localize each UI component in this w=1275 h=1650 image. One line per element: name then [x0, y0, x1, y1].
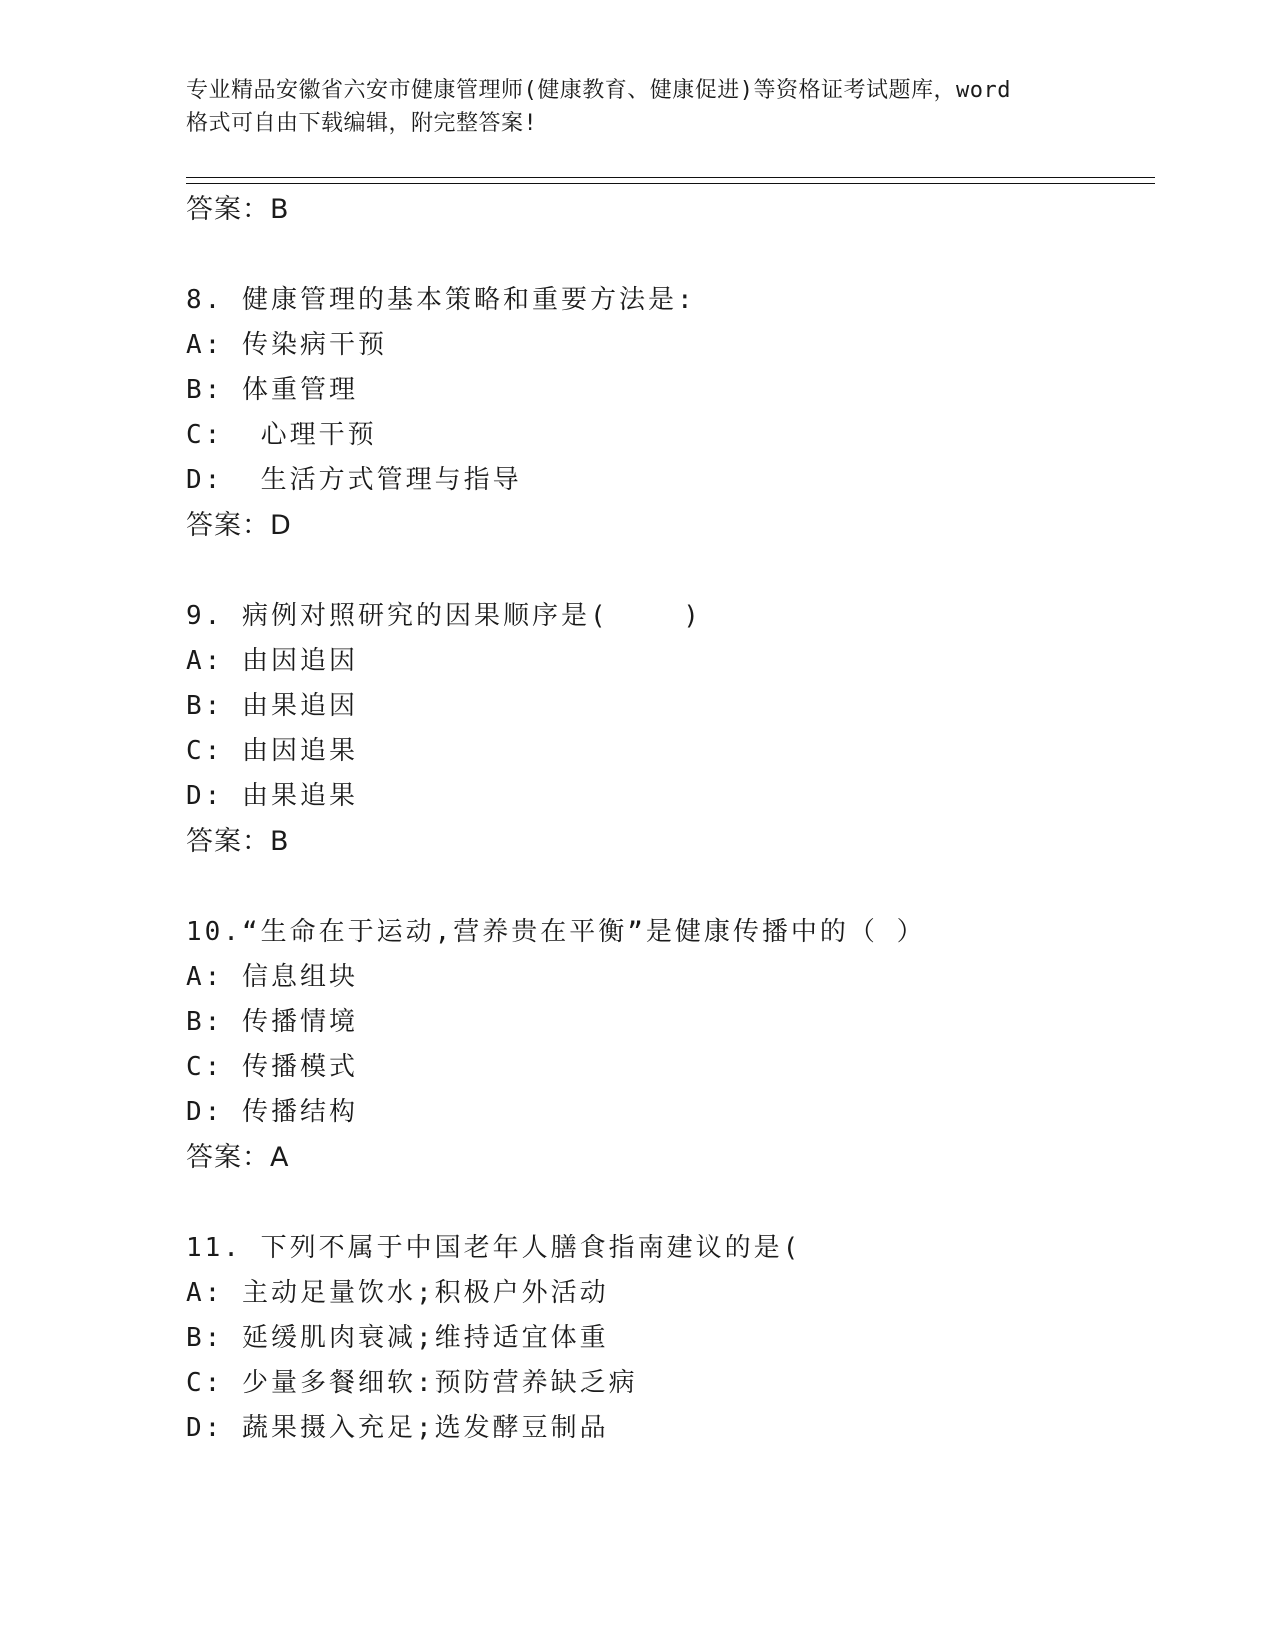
- answer-line: 答案：A: [186, 1142, 290, 1173]
- option-c: C: 少量多餐细软:预防营养缺乏病: [186, 1368, 638, 1398]
- option-a: A: 主动足量饮水;积极户外活动: [186, 1278, 609, 1308]
- spacer: [186, 232, 1146, 278]
- header-intro-line-2: 格式可自由下载编辑，附完整答案!: [186, 111, 538, 136]
- header-intro-line-1: 专业精品安徽省六安市健康管理师(健康教育、健康促进)等资格证考试题库，word: [186, 78, 1011, 103]
- option-d: D: 蔬果摄入充足;选发酵豆制品: [186, 1413, 609, 1443]
- question-list: [186, 187, 1146, 1451]
- header-divider-top: [186, 177, 1155, 178]
- option-d: D: 生活方式管理与指导: [186, 465, 522, 495]
- option-d: D: 传播结构: [186, 1097, 358, 1127]
- option-a: A: 由因追因: [186, 646, 358, 676]
- option-c: C: 心理干预: [186, 420, 377, 450]
- option-b: B: 延缓肌肉衰减;维持适宜体重: [186, 1323, 609, 1353]
- spacer: [186, 864, 1146, 910]
- option-a: A: 信息组块: [186, 962, 358, 992]
- question-block: [186, 910, 1146, 1226]
- question-text: 10.“生命在于运动,营养贵在平衡”是健康传播中的（ ）: [186, 917, 926, 947]
- question-text: 8. 健康管理的基本策略和重要方法是:: [186, 285, 696, 315]
- answer-line: 答案：B: [186, 826, 290, 857]
- question-text: 9. 病例对照研究的因果顺序是( ): [186, 601, 702, 631]
- option-a: A: 传染病干预: [186, 330, 387, 360]
- spacer: [186, 1180, 1146, 1226]
- document-header: [186, 74, 1106, 140]
- option-c: C: 由因追果: [186, 736, 358, 766]
- spacer: [186, 548, 1146, 594]
- option-d: D: 由果追果: [186, 781, 358, 811]
- answer-line: 答案：D: [186, 510, 292, 541]
- option-b: B: 传播情境: [186, 1007, 358, 1037]
- question-block: [186, 594, 1146, 910]
- option-c: C: 传播模式: [186, 1052, 358, 1082]
- question-text: 11. 下列不属于中国老年人膳食指南建议的是(: [186, 1233, 802, 1263]
- question-block: [186, 278, 1146, 594]
- header-divider-bottom: [186, 183, 1155, 184]
- option-b: B: 体重管理: [186, 375, 358, 405]
- question-block: [186, 1226, 1146, 1451]
- answer-line: 答案：B: [186, 194, 290, 225]
- option-b: B: 由果追因: [186, 691, 358, 721]
